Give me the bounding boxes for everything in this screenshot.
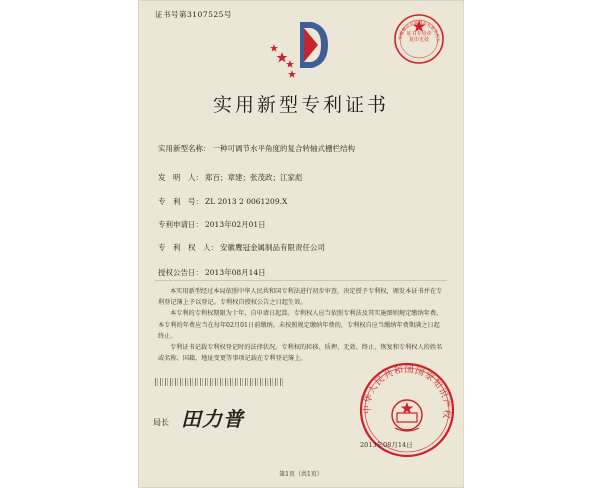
field-utility-model-name	[158, 143, 355, 154]
field-inventors	[158, 172, 303, 183]
field-label: 专 利 权 人：	[158, 243, 218, 252]
company-stamp-ring-text: 安徽鹰冠金属制品有限责任公	[397, 19, 442, 43]
company-stamp-label	[392, 31, 446, 43]
field-label: 专利申请日：	[158, 220, 203, 229]
field-value: ZL 2013 2 0061209.X	[205, 197, 288, 206]
sipo-logo	[260, 14, 340, 84]
divider	[155, 280, 447, 281]
field-label: 实用新型名称：	[158, 144, 211, 153]
body-paragraph: 本专利的专利权期限为十年，自申请日起算。专利权人应当依照专利法及其实施细则规定缴纳年费。本专利的年费应当在每年02月01日前缴纳。未按照规定缴纳年费的，专利权自应当缴纳年费期满之日起终止。	[158, 310, 443, 340]
field-application-date	[158, 219, 266, 230]
field-value: 安徽鹰冠金属制品有限责任公司	[220, 243, 325, 252]
company-stamp-line-2: 复印无效	[408, 37, 429, 43]
field-value: 2013年02月01日	[205, 220, 266, 229]
field-patent-number	[158, 196, 287, 207]
certificate-title: 实用新型专利证书	[212, 94, 389, 116]
field-label: 发 明 人：	[158, 173, 203, 182]
certificate-number: 证书号第3107525号	[155, 10, 232, 19]
page-footer: 第1页（共1页）	[279, 471, 323, 478]
field-grant-date	[158, 267, 266, 278]
field-value: 郑百；章建；张茂政；江家彪	[205, 173, 303, 182]
seal-date: 2013年08月14日	[360, 441, 413, 449]
field-value: 一种可调节水平角度的复合转轴式栅栏结构	[212, 144, 355, 153]
barcode	[155, 378, 285, 386]
certificate-page	[138, 0, 464, 488]
official-seal-text: 中华人民共和国国家知识产权	[362, 365, 452, 420]
director-label: 局长	[153, 418, 169, 427]
company-stamp	[392, 12, 446, 66]
body-paragraph: 本实用新型经过本局依照中华人民共和国专利法进行初步审查，决定授予专利权，颁发本证书并在专利登记簿上予以登记。专利权自授权公告之日起生效。	[158, 288, 443, 307]
field-label: 专 利 号：	[158, 197, 203, 206]
national-emblem-icon	[392, 400, 422, 431]
body-paragraph: 专利证书记载专利权登记时的法律状况。专利权的转移、质押、无效、终止、恢复和专利权人的姓名或名称、国籍、地址变更等事项记载在专利登记簿上。	[158, 344, 443, 363]
certificate-body	[158, 286, 444, 364]
field-patentee	[158, 242, 325, 253]
director-signature: 田力普	[181, 407, 244, 431]
field-label: 授权公告日：	[158, 268, 203, 277]
company-stamp-line-1: 证书专用章	[406, 31, 432, 37]
field-value: 2013年08月14日	[205, 268, 266, 277]
